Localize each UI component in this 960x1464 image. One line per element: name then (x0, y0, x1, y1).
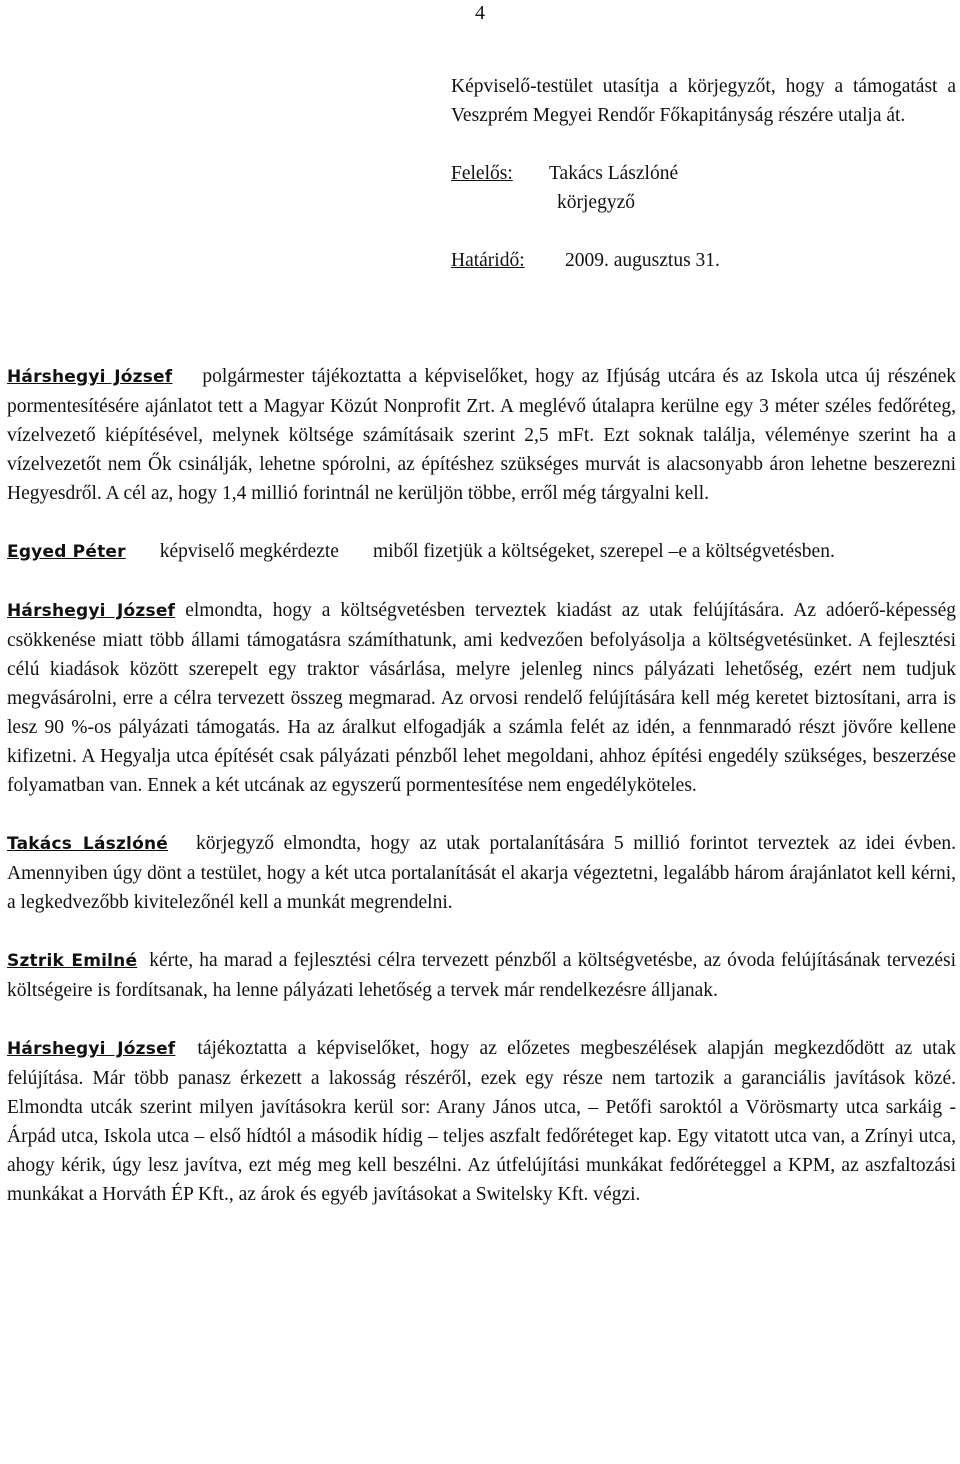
responsible-name: Takács Lászlóné (549, 163, 679, 184)
paragraph-3 (7, 596, 956, 800)
speaker-name: Takács Lászlóné (7, 834, 168, 854)
speaker-name: Hárshegyi József (7, 601, 176, 621)
paragraph-text: Ha az áralkut elfogadják a számla felét az idén, a fennmaradó részt jövőre kellene kifizetni. (7, 717, 957, 767)
paragraph-text: képviselő megkérdezte (159, 541, 339, 562)
paragraph-text: Az adóerő-képesség csökkenése miatt több állami támogatásra számíthatunk, ami kedvezően befolyásolja a költségvetésünket. (7, 600, 956, 651)
paragraph-text: tájékoztatta a képviselőket, hogy az előzetes megbeszélések alapján megkezdődött az utak felújítása. (7, 1038, 956, 1089)
paragraph-text: Az útfelújítási munkákat fedőréteggel a KPM, az aszfaltozási munkákat a Horváth ÉP Kft., az árok és egyéb javításokat a Switelsky Kft. végzi. (7, 1155, 957, 1205)
paragraph-text: elmondta, hogy a költségvetésben terveztek kiadást az utak felújítására. (185, 600, 785, 621)
speaker-name: Hárshegyi József (7, 367, 173, 387)
deadline-value: 2009. augusztus 31. (565, 250, 720, 271)
responsible-label: Felelős: (451, 163, 513, 184)
paragraph-1 (7, 362, 956, 508)
resolution-text: Képviselő-testület utasítja a körjegyzőt, hogy a támogatást a Veszprém Megyei Rendőr Főkapitányság részére utalja át. (451, 76, 956, 126)
paragraph-text: miből fizetjük a költségeket, szerepel –e a költségvetésben. (372, 541, 835, 562)
speaker-name: Hárshegyi József (7, 1039, 176, 1059)
paragraph-text: A Hegyalja utca építését csak pályázati pénzből lehet megoldani, ahhoz építési engedély szükséges, beszerzése folyamatban van. Ennek a két utcának az egyszerű pormentesítése nem engedélyköteles. (7, 746, 956, 796)
paragraph-text: polgármester tájékoztatta a képviselőket, hogy az Ifjúság utcára és az Iskola utca új részének pormentesítésére ajánlatot tett a Magyar Közút Nonprofit Zrt. A meglévő útalapra kerülne egy 3 méter széles fedőréteg, vízelvezető kiépítésével, melynek költsége számításaik szerint 2,5 mFt. (7, 366, 956, 446)
responsible-title: körjegyző (557, 192, 635, 213)
paragraph-6 (7, 1034, 956, 1209)
paragraph-5 (7, 946, 956, 1005)
paragraph-text: Az orvosi rendelő felújítására kell még keretet biztosítani, arra is lesz 90 %-os pályázati támogatás. (7, 688, 956, 738)
paragraph-text: Egy vitatott utca van, a Zrínyi utca, ahogy kérik, úgy lesz javítva, ezt még meg kell beszélni. (7, 1126, 956, 1176)
responsible-row (451, 159, 956, 217)
paragraph-text: Amennyiben úgy dönt a testület, hogy a két utca portalanítását el akarja végeztetni, legalább három árajánlatot kell kérni, a legkedvezőbb kivitelezőnél kell a munkát megrendelni. (7, 863, 956, 913)
paragraph-text: kérte, ha marad a fejlesztési célra tervezett pénzből a költségvetésbe, az óvoda felújításának tervezési költségeire is fordítsanak, ha lenne pályázati lehetőség a tervek már rendelkezésre álljanak. (7, 950, 956, 1001)
paragraph-text: Ezt soknak találja, véleménye szerint ha a vízelvezetőt nem Ők csinálják, lehetne spórolni, az építéshez szükséges murvát is alacsonyabb áron lehetne beszerezni Hegyesdről. A cél az, hogy 1,4 millió forintnál ne kerüljön többe, erről még tárgyalni kell. (7, 425, 957, 504)
paragraph-text: körjegyző elmondta, hogy az utak portalanítására 5 millió forintot terveztek az idei évben. (196, 833, 956, 854)
speaker-name: Egyed Péter (7, 542, 126, 562)
minutes-body (7, 362, 956, 1238)
paragraph-2 (7, 537, 956, 567)
resolution-block (451, 72, 956, 275)
paragraph-text: A fejlesztési célú kiadások között szerepelt egy traktor vásárlása, melyre jelenleg nincs pályázati lehetőség, ezért nem tudjuk megvásárolni, erre a célra tervezett összeg megmarad. (7, 630, 956, 709)
deadline-label: Határidő: (451, 250, 525, 271)
paragraph-text: Már több panasz érkezett a lakosság részéről, ezek egy része nem tartozik a garanciális javítások közé. (92, 1068, 957, 1089)
paragraph-4 (7, 829, 956, 917)
paragraph-text: Elmondta utcák szerint milyen javításokra kerül sor: Arany János utca, – Petőfi saroktól a Vörösmarty utca sarkáig - Árpád utca, Iskola utca – első hídtól a második hídig – teljes aszfalt fedőréteget kap. (7, 1097, 956, 1147)
page-number: 4 (475, 2, 485, 24)
speaker-name: Sztrik Emilné (7, 951, 138, 971)
deadline-row (451, 246, 956, 275)
responsible-values (549, 159, 678, 217)
